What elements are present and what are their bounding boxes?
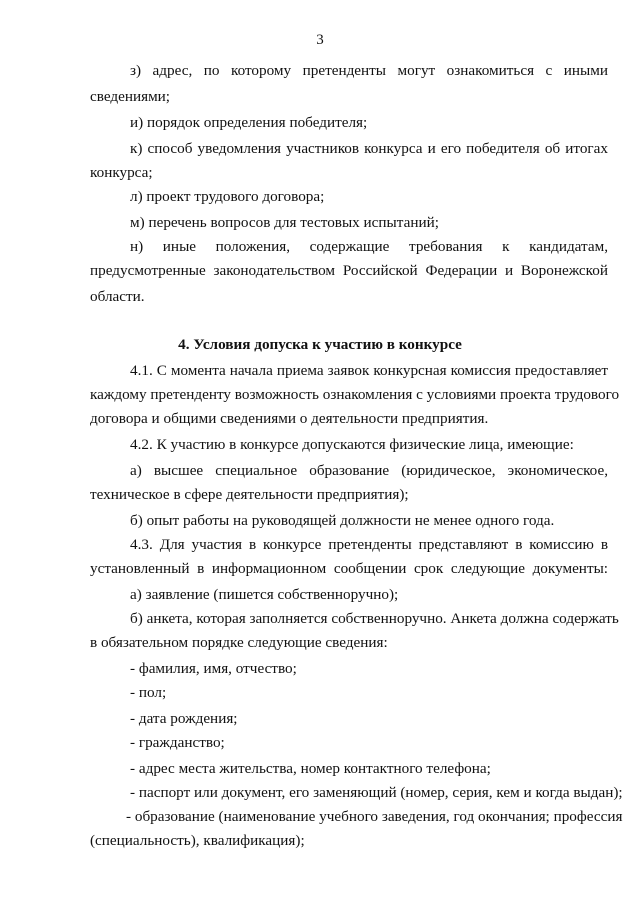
list-item-i: и) порядок определения победителя; <box>130 114 368 131</box>
clause-4-1: 4.1. С момента начала приема заявок конкурсная комиссия предоставляет <box>130 362 608 379</box>
field-address: - адрес места жительства, номер контактного телефона; <box>130 760 491 777</box>
list-item-k-cont: конкурса; <box>90 164 153 181</box>
list-item-n-end: области. <box>90 288 145 305</box>
field-sex: - пол; <box>130 684 167 701</box>
field-name: - фамилия, имя, отчество; <box>130 660 297 677</box>
clause-4-2-b: б) опыт работы на руководящей должности не менее одного года. <box>130 512 555 529</box>
clause-4-2: 4.2. К участию в конкурсе допускаются физические лица, имеющие: <box>130 436 574 453</box>
clause-4-1-cont: каждому претенденту возможность ознакомления с условиями проекта трудового <box>90 386 620 403</box>
list-item-n: н) иные положения, содержащие требования к кандидатам, <box>130 238 608 255</box>
clause-4-3-cont: установленный в информационном сообщении срок следующие документы: <box>90 560 608 577</box>
clause-4-3-b-cont: в обязательном порядке следующие сведения: <box>90 634 388 651</box>
list-item-l: л) проект трудового договора; <box>130 188 325 205</box>
clause-4-3-b: б) анкета, которая заполняется собственноручно. Анкета должна содержать <box>130 610 619 627</box>
list-item-z-cont: сведениями; <box>90 88 171 105</box>
clause-4-3-a: а) заявление (пишется собственноручно); <box>130 586 399 603</box>
clause-4-2-a: а) высшее специальное образование (юридическое, экономическое, <box>130 462 608 479</box>
list-item-k: к) способ уведомления участников конкурса и его победителя об итогах <box>130 140 608 157</box>
field-citizenship: - гражданство; <box>130 734 225 751</box>
clause-4-1-end: договора и общими сведениями о деятельности предприятия. <box>90 410 489 427</box>
field-passport: - паспорт или документ, его заменяющий (номер, серия, кем и когда выдан); <box>130 784 623 801</box>
clause-4-3: 4.3. Для участия в конкурсе претенденты представляют в комиссию в <box>130 536 608 553</box>
list-item-n-cont: предусмотренные законодательством Российской Федерации и Воронежской <box>90 262 608 279</box>
section-heading: 4. Условия допуска к участию в конкурсе <box>178 336 462 353</box>
field-education-cont: (специальность), квалификация); <box>90 832 305 849</box>
field-education: - образование (наименование учебного заведения, год окончания; профессия <box>126 808 623 825</box>
list-item-m: м) перечень вопросов для тестовых испытаний; <box>130 214 439 231</box>
clause-4-2-a-cont: техническое в сфере деятельности предприятия); <box>90 486 409 503</box>
page-number: 3 <box>316 32 324 48</box>
list-item-z: з) адрес, по которому претенденты могут ознакомиться с иными <box>130 62 608 79</box>
field-birthdate: - дата рождения; <box>130 710 238 727</box>
